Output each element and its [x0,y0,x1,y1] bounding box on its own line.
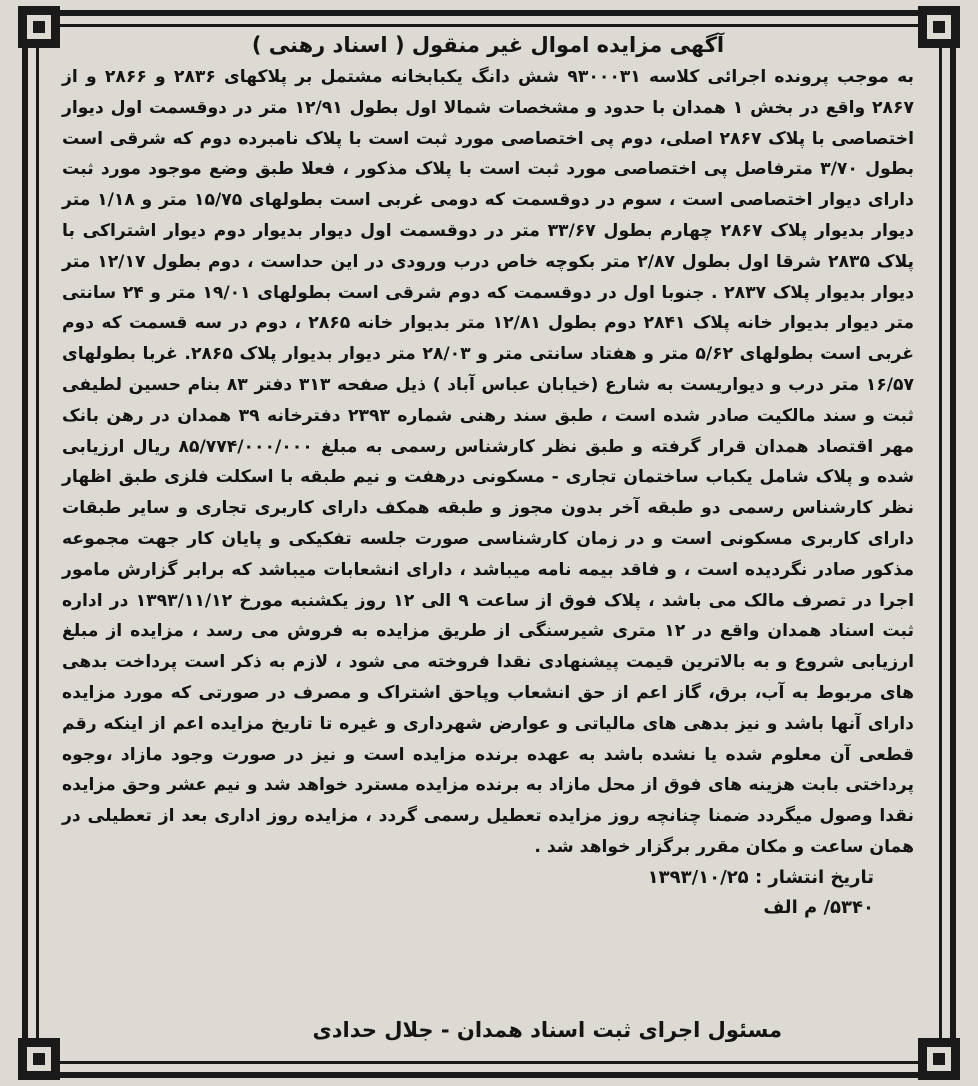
corner-ornament-bottom-left [18,1038,60,1080]
corner-ornament-bottom-right [918,1038,960,1080]
publish-date: تاریخ انتشار : ۱۳۹۳/۱۰/۲۵ [647,866,874,888]
notice-body: به موجب پرونده اجرائی کلاسه ۹۳۰۰۰۳۱ شش دانگ یکبابخانه مشتمل بر پلاکهای ۲۸۳۶ و ۲۸۶۶ و از ۲۸۶۷ واقع در بخش ۱ همدان با حدود و مشخصات شمالا اول بطول ۱۲/۹۱ متر در دوقسمت اول دیوار اختصاصی با پلاک ۲۸۶۷ اصلی، دوم پی اختصاصی مورد ثبت است با پلاک نامبرده دوم که شرقی است بطول ۳/۷۰ مترفاصل پی اختصاصی مورد ثبت است با پلاک مذکور ، فعلا طبق وضع موجود مورد ثبت دارای دیوار اختصاصی است ، سوم در دوقسمت که دومی غربی است بطولهای ۱۵/۷۵ متر و ۱/۱۸ متر دیوار بدیوار پلاک ۲۸۶۷ چهارم بطول ۳۳/۶۷ متر در دوقسمت اول دیوار بدیوار دوم دیوار اشتراکی با پلاک ۲۸۳۵ شرقا اول بطول ۲/۸۷ متر بکوچه خاص درب ورودی در این حداست ، دوم بطول ۱۲/۱۷ متر دیوار بدیوار پلاک ۲۸۳۷ . جنوبا اول در دوقسمت که دوم شرقی است بطولهای ۱۹/۰۱ متر و ۲۴ سانتی متر دیوار بدیوار خانه پلاک ۲۸۴۱ دوم بطول ۱۲/۸۱ متر بدیوار خانه ۲۸۶۵ ، دوم در سه قسمت که دوم غربی است بطولهای ۵/۶۲ متر و هفتاد سانتی متر و ۲۸/۰۳ متر دیوار بدیوار پلاک ۲۸۶۵. غربا بطولهای ۱۶/۵۷ متر درب و دیواریست به شارع (خیابان عباس آباد ) ذیل صفحه ۳۱۳ دفتر ۸۳ بنام حسین لطیفی ثبت و سند مالکیت صادر شده است ، طبق سند رهنی شماره ۲۳۹۳ دفترخانه ۳۹ همدان در رهن بانک مهر اقتصاد همدان قرار گرفته و طبق نظر کارشناس رسمی به مبلغ ۸۵/۷۷۴/۰۰۰/۰۰۰ ریال ارزیابی شده و پلاک شامل یکباب ساختمان تجاری - مسکونی درهفت و نیم طبقه با اسکلت فلزی طبق اظهار نظر کارشناس رسمی دو طبقه آخر بدون مجوز و طبقه همکف دارای کاربری تجاری و سایر طبقات دارای کاربری مسکونی است و در زمان کارشناسی صورت جلسه تفکیکی و پایان کار جهت مجموعه مذکور صادر نگردیده است ، و فاقد بیمه نامه میباشد ، دارای انشعابات میباشد که برابر گزارش مامور اجرا در تصرف مالک می باشد ، پلاک فوق از ساعت ۹ الی ۱۲ روز یکشنبه مورخ ۱۳۹۳/۱۱/۱۲ در اداره ثبت اسناد همدان واقع در ۱۲ متری شیرسنگی از طریق مزایده به فروش می رسد ، مزایده از مبلغ ارزیابی شروع و به بالاترین قیمت پیشنهادی نقدا فروخته می شود ، لازم به ذکر است پرداخت بدهی های مربوط به آب، برق، گاز اعم از حق انشعاب وپاحق اشتراک و مصرف در صورتی که مورد مزایده دارای آنها باشد و نیز بدهی های مالیاتی و عوارض شهرداری و غیره تا تاریخ مزایده اعم از اینکه رقم قطعی آن معلوم شده یا نشده باشد به عهده برنده مزایده است و نیز در صورت وجود مازاد ،وجوه پرداختی بابت هزینه های فوق از محل مازاد به برنده مزایده مسترد خواهد شد و نیم عشر وحق مزایده نقدا وصول میگردد ضمنا چنانچه روز مزایده تعطیل رسمی گردد ، مزایده روز اداری بعد از تعطیلی در همان ساعت و مکان مقرر برگزار خواهد شد . [62,67,915,857]
notice-title: آگهی مزایده اموال غیر منقول ( اسناد رهنی ) [251,33,725,57]
reference-number: ۵۳۴۰/ م الف [763,896,874,918]
corner-ornament-top-right [918,6,960,48]
corner-ornament-top-left [18,6,60,48]
signature-line: مسئول اجرای ثبت اسناد همدان - جلال حدادی [312,1018,782,1042]
notice-content [62,30,914,923]
